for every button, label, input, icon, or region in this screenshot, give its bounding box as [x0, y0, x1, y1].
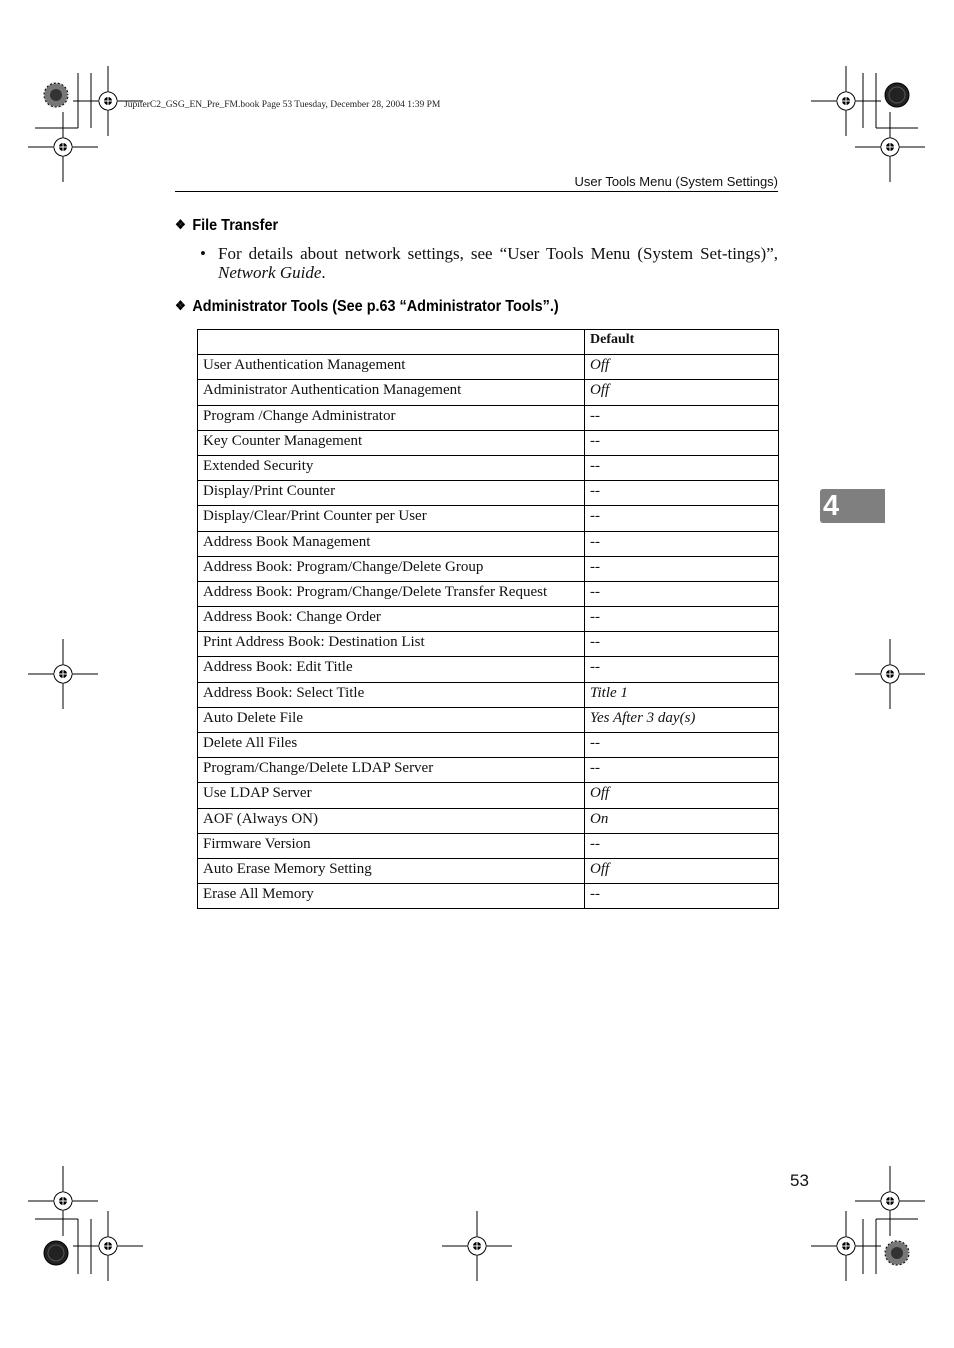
- setting-default: --: [585, 506, 779, 531]
- table-row: [198, 783, 779, 808]
- table-row: [198, 808, 779, 833]
- setting-name: Print Address Book: Destination List: [198, 632, 585, 657]
- setting-name: Use LDAP Server: [198, 783, 585, 808]
- setting-default: On: [585, 808, 779, 833]
- note-text: For details about network settings, see “User Tools Menu (System Set-tings)”,: [218, 244, 778, 263]
- setting-name: Erase All Memory: [198, 884, 585, 909]
- setting-default: Off: [585, 355, 779, 380]
- running-head: User Tools Menu (System Settings): [574, 174, 778, 189]
- table-row: [198, 657, 779, 682]
- setting-name: Program /Change Administrator: [198, 405, 585, 430]
- setting-default: --: [585, 884, 779, 909]
- setting-name: Address Book: Select Title: [198, 682, 585, 707]
- setting-default: --: [585, 556, 779, 581]
- header-setting: [198, 330, 585, 355]
- bullet-icon: •: [200, 244, 206, 263]
- setting-name: Program/Change/Delete LDAP Server: [198, 758, 585, 783]
- setting-name: Address Book: Edit Title: [198, 657, 585, 682]
- setting-default: Off: [585, 858, 779, 883]
- note-period: .: [321, 263, 326, 282]
- header-default: Default: [585, 330, 779, 355]
- table-row: [198, 758, 779, 783]
- setting-default: Title 1: [585, 682, 779, 707]
- setting-default: --: [585, 833, 779, 858]
- setting-name: Address Book: Change Order: [198, 607, 585, 632]
- setting-default: --: [585, 758, 779, 783]
- setting-name: Auto Erase Memory Setting: [198, 858, 585, 883]
- table-row: [198, 733, 779, 758]
- table-row: [198, 632, 779, 657]
- diamond-bullet-icon: ❖: [175, 298, 186, 313]
- setting-default: --: [585, 455, 779, 480]
- setting-default: --: [585, 531, 779, 556]
- setting-name: Display/Clear/Print Counter per User: [198, 506, 585, 531]
- setting-default: Off: [585, 380, 779, 405]
- setting-name: Address Book Management: [198, 531, 585, 556]
- admin-tools-heading: [175, 298, 559, 316]
- file-transfer-note: [200, 244, 778, 282]
- table-row: [198, 405, 779, 430]
- table-row: [198, 506, 779, 531]
- table-row: [198, 581, 779, 606]
- setting-default: --: [585, 657, 779, 682]
- setting-name: Address Book: Program/Change/Delete Group: [198, 556, 585, 581]
- setting-default: --: [585, 481, 779, 506]
- note-reference: Network Guide: [218, 263, 322, 282]
- table-row: [198, 833, 779, 858]
- setting-default: --: [585, 430, 779, 455]
- table-row: [198, 556, 779, 581]
- table-header-row: [198, 330, 779, 355]
- file-transfer-heading-text: File Transfer: [192, 217, 279, 234]
- setting-default: --: [585, 581, 779, 606]
- setting-name: Address Book: Program/Change/Delete Transfer Request: [198, 581, 585, 606]
- table-row: [198, 884, 779, 909]
- table-row: [198, 355, 779, 380]
- table-row: [198, 455, 779, 480]
- setting-default: --: [585, 632, 779, 657]
- table-row: [198, 481, 779, 506]
- header-rule: [175, 191, 778, 192]
- setting-name: Administrator Authentication Management: [198, 380, 585, 405]
- setting-name: User Authentication Management: [198, 355, 585, 380]
- admin-tools-heading-text: Administrator Tools (See p.63 “Administrator Tools”.): [192, 298, 559, 315]
- setting-name: Delete All Files: [198, 733, 585, 758]
- table-row: [198, 707, 779, 732]
- print-info: JupiterC2_GSG_EN_Pre_FM.book Page 53 Tuesday, December 28, 2004 1:39 PM: [124, 100, 441, 110]
- page-number: 53: [790, 1171, 809, 1190]
- setting-default: --: [585, 607, 779, 632]
- table-row: [198, 682, 779, 707]
- setting-name: Firmware Version: [198, 833, 585, 858]
- setting-name: Extended Security: [198, 455, 585, 480]
- setting-name: Key Counter Management: [198, 430, 585, 455]
- table-row: [198, 607, 779, 632]
- setting-default: --: [585, 733, 779, 758]
- table-row: [198, 430, 779, 455]
- diamond-bullet-icon: ❖: [175, 217, 186, 232]
- table-row: [198, 858, 779, 883]
- file-transfer-heading: [175, 217, 278, 235]
- table-row: [198, 380, 779, 405]
- chapter-tab: 4: [820, 489, 885, 523]
- setting-name: AOF (Always ON): [198, 808, 585, 833]
- setting-default: Off: [585, 783, 779, 808]
- admin-tools-table: [197, 329, 779, 909]
- setting-name: Display/Print Counter: [198, 481, 585, 506]
- setting-default: Yes After 3 day(s): [585, 707, 779, 732]
- setting-name: Auto Delete File: [198, 707, 585, 732]
- setting-default: --: [585, 405, 779, 430]
- table-row: [198, 531, 779, 556]
